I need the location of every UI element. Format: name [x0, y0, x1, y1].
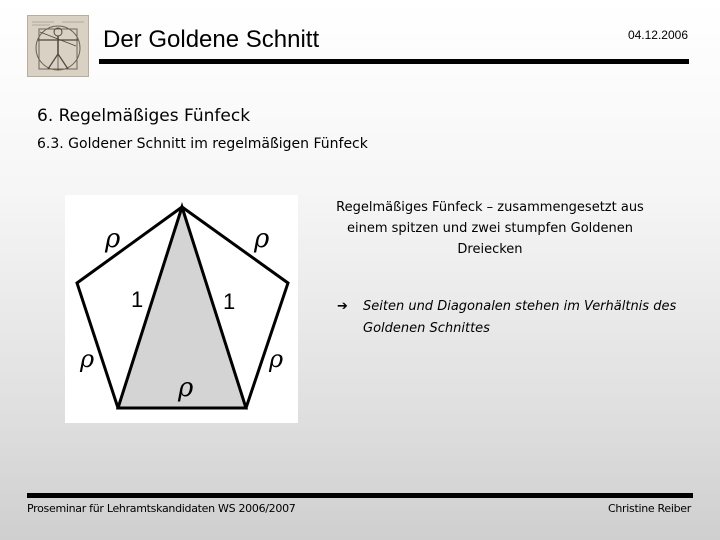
top-divider	[99, 59, 689, 64]
one-label-right: 1	[223, 289, 236, 314]
arrow-note-text: Seiten und Diagonalen stehen im Verhältnis des Goldenen Schnittes	[363, 299, 677, 336]
rho-label-bottom-left: ρ	[80, 345, 95, 373]
section-subtitle: 6.3. Goldener Schnitt im regelmäßigen Fünfeck	[37, 136, 368, 152]
arrow-right-icon: ➔	[337, 299, 348, 314]
vitruvian-man-logo	[27, 15, 89, 77]
header-title: Der Goldene Schnitt	[103, 26, 320, 53]
description-text: Regelmäßiges Fünfeck – zusammengesetzt aus einem spitzen und zwei stumpfen Goldenen Dreiecken	[336, 200, 644, 257]
rho-label-top-left: ρ	[105, 224, 121, 254]
header-date: 04.12.2006	[627, 28, 688, 42]
pentagon-diagram	[65, 195, 298, 423]
footer-author: Christine Reiber	[607, 502, 691, 515]
rho-label-top-right: ρ	[254, 224, 270, 254]
one-label-left: 1	[131, 287, 144, 312]
vitruvian-man-icon	[28, 16, 88, 76]
rho-label-bottom: ρ	[178, 373, 194, 403]
bottom-divider	[27, 493, 693, 498]
footer-course: Proseminar für Lehramtskandidaten WS 2006/2007	[27, 502, 296, 515]
pentagon-figure	[65, 195, 298, 423]
section-title: 6. Regelmäßiges Fünfeck	[37, 106, 251, 126]
arrow-note	[337, 296, 720, 340]
rho-label-bottom-right: ρ	[269, 345, 284, 373]
